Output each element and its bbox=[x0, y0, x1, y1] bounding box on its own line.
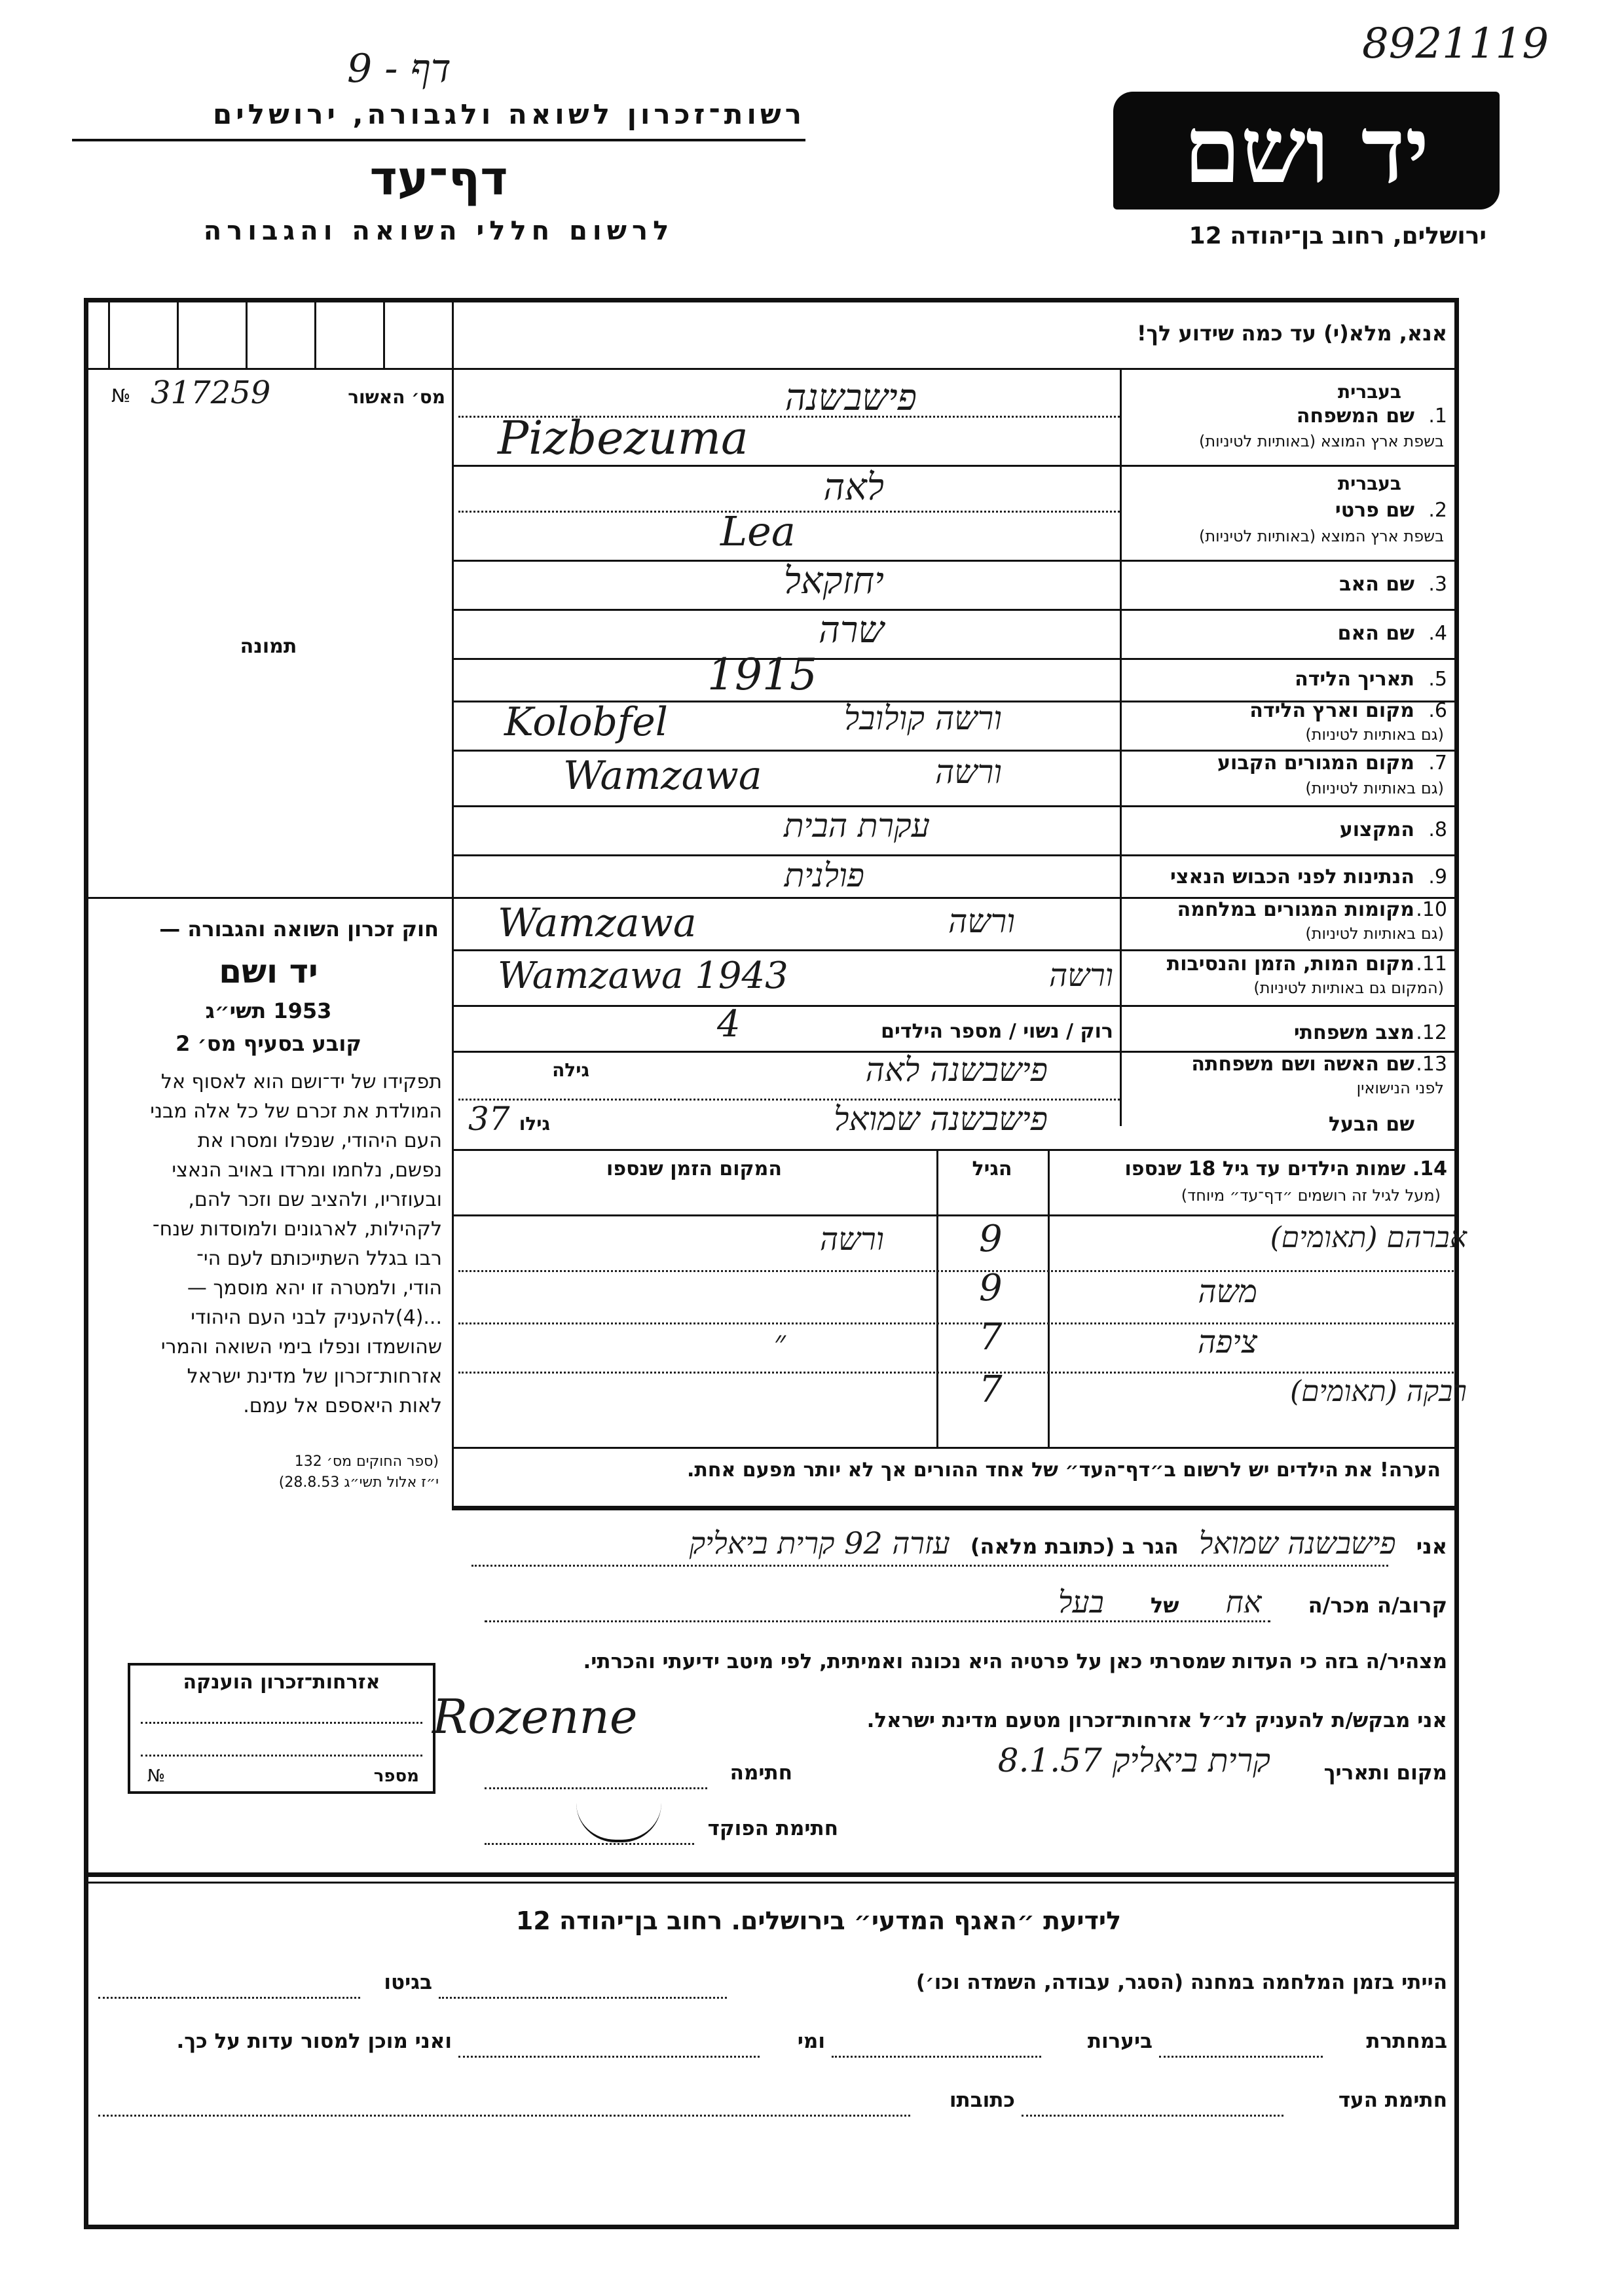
authority-name: רשות־זכרון לשואה ולגבורה, ירושלים bbox=[212, 98, 805, 130]
relation-label: קרוב/ה מכר/ה bbox=[1308, 1593, 1447, 1618]
field-6-value-hebrew[interactable]: ורשה קולובל bbox=[843, 699, 1002, 737]
declarant-address[interactable]: עזרה 92 קרית ביאליק bbox=[689, 1525, 950, 1561]
corner-number: 8921119 bbox=[1362, 20, 1549, 68]
child-row-divider bbox=[458, 1372, 1454, 1374]
relation-value[interactable]: אח bbox=[1225, 1584, 1262, 1620]
declaration-prefix: אני bbox=[1416, 1534, 1447, 1559]
field-10-value-latin[interactable]: Wamzawa bbox=[498, 900, 697, 946]
husband-label: שם הבעל bbox=[1328, 1113, 1414, 1136]
bottom-divider bbox=[88, 1872, 1454, 1877]
law-line: אזרחות־זכרון של מדינת ישראל bbox=[187, 1365, 442, 1388]
officer-underline bbox=[485, 1843, 694, 1845]
citizenship-number-label: מספר bbox=[373, 1766, 419, 1786]
field-4-value[interactable]: שרה bbox=[819, 609, 884, 651]
husband-age-label: גילו bbox=[519, 1113, 550, 1135]
field-8-number: 8. bbox=[1428, 818, 1447, 841]
row-divider bbox=[452, 1005, 1454, 1007]
field-11-value-latin[interactable]: Wamzawa 1943 bbox=[498, 955, 788, 997]
children-col-divider bbox=[936, 1149, 938, 1447]
spouse-age-label: גילה bbox=[552, 1059, 589, 1081]
field-6-label: מקום וארץ הלידה bbox=[1249, 699, 1414, 722]
testimony-line1-field-end[interactable] bbox=[98, 1997, 360, 1999]
field-5-value[interactable]: 1915 bbox=[707, 649, 817, 700]
declaration-line1-underline bbox=[471, 1565, 1388, 1567]
children-col-place: המקום הזמן שנספו bbox=[606, 1157, 782, 1180]
field-8-value[interactable]: עקרת הבית bbox=[784, 807, 930, 845]
header-cell-divider bbox=[246, 302, 248, 368]
photo-area-bottom bbox=[88, 897, 452, 899]
field-12-label: מצב משפחתי bbox=[1293, 1021, 1414, 1044]
citizenship-line bbox=[141, 1722, 422, 1724]
field-13-sub: לפני הנישואין bbox=[1356, 1079, 1444, 1097]
place-date-value[interactable]: קרית ביאליק 8.1.57 bbox=[997, 1741, 1270, 1779]
section-divider bbox=[452, 1506, 1454, 1510]
testimony-ready: ואני מוכן למסור עדות על כך. bbox=[176, 2030, 452, 2053]
law-footnote: (ספר החוקים מס׳ 132 bbox=[294, 1453, 439, 1470]
header-cell-divider bbox=[314, 302, 316, 368]
child-name[interactable]: משה bbox=[1198, 1273, 1257, 1310]
field-7-value-latin[interactable]: Wamzawa bbox=[563, 753, 762, 799]
testimony-and-who: ומי bbox=[797, 2030, 825, 2053]
law-clause: קובע בסעיף מס׳ 2 bbox=[175, 1031, 361, 1056]
testimony-line1: הייתי בזמן המלחמה במחנה (הסגר, עבודה, השמדה וכו׳) bbox=[915, 1971, 1447, 1994]
law-title: חוק זכרון השואה והגבורה — bbox=[159, 917, 439, 941]
children-title bbox=[1054, 1157, 1447, 1180]
law-line: שהושמדו ונפלו בימי השואה והמרי bbox=[160, 1336, 442, 1358]
row-divider bbox=[452, 949, 1454, 951]
field-5-number: 5. bbox=[1428, 668, 1447, 691]
child-name[interactable]: רבקה (תאומים) bbox=[1289, 1375, 1467, 1408]
field-11-number: 11. bbox=[1416, 953, 1447, 975]
header-cell-divider bbox=[383, 302, 385, 368]
forests-field[interactable] bbox=[832, 2056, 1041, 2058]
field-10-sub: (גם באותיות לטיניות) bbox=[1305, 924, 1444, 943]
field-1-label: שם המשפחה bbox=[1296, 405, 1414, 428]
law-line: הודי, ולמטרה זו יהא מוסמך — bbox=[187, 1277, 442, 1300]
husband-age[interactable]: 37 bbox=[468, 1100, 510, 1138]
field-4-number: 4. bbox=[1428, 622, 1447, 645]
child-age[interactable]: 7 bbox=[979, 1368, 1003, 1411]
signature-underline bbox=[485, 1787, 707, 1789]
field-4-label: שם האם bbox=[1337, 622, 1414, 645]
field-12-number: 12. bbox=[1416, 1021, 1447, 1044]
law-line: המולדת את זכרם של כל אלה מבני bbox=[150, 1100, 442, 1123]
instruction-text: אנא, מלא(י) עד כמה שידוע לך! bbox=[1136, 321, 1447, 346]
field-11-sub: (המקום גם באותיות לטיניות) bbox=[1253, 979, 1444, 997]
yad-vashem-logo: יד ושם bbox=[1113, 92, 1500, 210]
header-cell-divider bbox=[177, 302, 179, 368]
law-line: לאות היאספם אל עמם. bbox=[243, 1394, 442, 1417]
form-title: דף־עד bbox=[369, 151, 508, 206]
form-subtitle: לרשום חללי השואה והגבורה bbox=[203, 216, 674, 246]
law-year: 1953 תשי״ג bbox=[205, 998, 332, 1023]
approval-number: 317259 bbox=[151, 374, 271, 411]
child-row-divider bbox=[458, 1270, 1454, 1272]
law-line: ...(4)להעניק לבני העם היהודי bbox=[191, 1306, 442, 1329]
photo-label: תמונה bbox=[240, 635, 297, 658]
field-9-value[interactable]: פולנית bbox=[784, 856, 864, 894]
testimony-line1-field[interactable] bbox=[439, 1997, 727, 1999]
children-table-bottom bbox=[452, 1447, 1454, 1449]
citizenship-number-prefix: № bbox=[147, 1766, 166, 1786]
children-note: (מעל לגיל זה רושמים ״דף־עד״ מיוחד) bbox=[1181, 1186, 1441, 1205]
husband-value[interactable]: פישבשנה שמואל bbox=[834, 1100, 1048, 1138]
declaration-statement: מצהיר/ה בזה כי העדות שמסרתי כאן על פרטיה היא נכונה ואמיתית, לפי מיטב ידיעתי והכרתי. bbox=[583, 1650, 1447, 1673]
field-7-number: 7. bbox=[1428, 752, 1447, 774]
children-count[interactable]: 4 bbox=[717, 1003, 741, 1046]
children-title-text: שמות הילדים עד גיל 18 שנספו bbox=[1124, 1157, 1406, 1180]
field-10-label: מקומות המגורים במלחמה bbox=[1177, 898, 1414, 921]
header-strip-bottom bbox=[88, 368, 1454, 370]
field-1-sub: בשפת ארץ המוצא (באותיות לטיניות) bbox=[1199, 432, 1444, 450]
witness-signature-field[interactable] bbox=[1022, 2115, 1283, 2117]
law-line: העם היהודי, שנפלו ומסרו את bbox=[197, 1129, 442, 1152]
witness-signature-label: חתימת העד bbox=[1338, 2088, 1447, 2112]
child-age[interactable]: 9 bbox=[979, 1218, 1003, 1260]
testimony-underground: במחתרת bbox=[1366, 2030, 1447, 2053]
address: ירושלים, רחוב בן־יהודה 12 bbox=[1189, 223, 1486, 249]
declarant-signature-mark[interactable]: Rozenne bbox=[432, 1689, 638, 1744]
underground-field[interactable] bbox=[1159, 2056, 1323, 2058]
field-5-label: תאריך הלידה bbox=[1295, 668, 1414, 691]
child-place[interactable]: ורשה bbox=[820, 1221, 884, 1258]
child-name[interactable]: ציפה bbox=[1197, 1324, 1257, 1360]
sidebar-divider bbox=[452, 302, 454, 1506]
law-line: ובעוזריו, ולהציב שם וזכר להם, bbox=[188, 1188, 442, 1211]
witness-address-field[interactable] bbox=[98, 2115, 910, 2117]
field-7-sub: (גם באותיות לטיניות) bbox=[1305, 779, 1444, 797]
field-2-label: שם פרטי bbox=[1335, 499, 1414, 522]
field-7-value-hebrew[interactable]: ורשה bbox=[934, 753, 1002, 791]
children-col-divider bbox=[1048, 1149, 1050, 1447]
field-10-value-hebrew[interactable]: ורשה bbox=[948, 902, 1015, 940]
child-place[interactable]: ״ bbox=[773, 1324, 786, 1360]
place-date-label: מקום ותאריך bbox=[1323, 1761, 1447, 1785]
field-2-number: 2. bbox=[1428, 499, 1447, 522]
spouse-value[interactable]: פישבשנה לאה bbox=[865, 1051, 1048, 1089]
row-divider bbox=[452, 658, 1454, 660]
field-2-hebrew-note: בעברית bbox=[1337, 473, 1401, 494]
law-line: רבו בגלל השתייכותם לעם הי־ bbox=[196, 1247, 442, 1270]
field-1-value-latin[interactable]: Pizbezuma bbox=[498, 411, 748, 465]
authority-underline bbox=[72, 139, 805, 141]
label-column-divider bbox=[1120, 368, 1122, 1126]
field-6-number: 6. bbox=[1428, 699, 1447, 722]
testimony-forests: ביערות bbox=[1087, 2030, 1153, 2053]
field-3-number: 3. bbox=[1428, 573, 1447, 596]
field-2-sub: בשפת ארץ המוצא (באותיות לטיניות) bbox=[1199, 527, 1444, 545]
field-9-number: 9. bbox=[1428, 866, 1447, 888]
child-age[interactable]: 7 bbox=[979, 1316, 1003, 1358]
field-3-value[interactable]: יחזקאל bbox=[783, 560, 884, 602]
children-remark: הערה! את הילדים יש לרשום ב״דף־העד״ של אחד ההורים אך לא יותר מפעם אחת. bbox=[687, 1459, 1441, 1482]
children-col-age: הגיל bbox=[972, 1157, 1012, 1180]
child-age[interactable]: 9 bbox=[979, 1267, 1003, 1309]
field-3-label: שם האב bbox=[1339, 573, 1414, 596]
approval-prefix: № bbox=[111, 385, 131, 407]
signature-label: חתימה bbox=[729, 1761, 792, 1785]
field-11-value-hebrew[interactable]: ורשה bbox=[1049, 957, 1113, 994]
marital-options: רוק / נשוי / מספר הילדים bbox=[881, 1020, 1113, 1043]
field-6-value-latin[interactable]: Kolobfel bbox=[504, 699, 668, 745]
row-divider bbox=[452, 1149, 1454, 1151]
row-divider bbox=[452, 854, 1454, 856]
header-cell-divider bbox=[108, 302, 110, 368]
child-name[interactable]: אברהם (תאומים) bbox=[1270, 1221, 1467, 1254]
children-header-bottom bbox=[452, 1214, 1454, 1216]
officer-label: חתימת הפוקד bbox=[707, 1817, 838, 1840]
approval-label: מס׳ האשור bbox=[348, 386, 445, 408]
field-10-number: 10. bbox=[1416, 898, 1447, 921]
field-2-value-latin[interactable]: Lea bbox=[720, 507, 796, 555]
scientific-dept-notice: לידיעת ״האגף המדעי״ בירושלים. רחוב בן־יהודה 12 bbox=[515, 1906, 1122, 1935]
law-footnote: י״ז אלול תשי״ג 28.8.53) bbox=[278, 1474, 439, 1491]
field-2-value-hebrew[interactable]: לאה bbox=[823, 466, 884, 509]
field-6-sub: (גם באותיות לטיניות) bbox=[1305, 725, 1444, 744]
field-1-number: 1. bbox=[1428, 405, 1447, 428]
field-1-value-hebrew[interactable]: פישבשנה bbox=[784, 376, 917, 419]
row-divider bbox=[452, 805, 1454, 807]
law-line: תפקידו של יד־ושם הוא לאסוף אל bbox=[160, 1070, 442, 1093]
declaration-request: אני מבקש/ת להעניק לנ״ל אזרחות־זכרון מטעם מדינת ישראל. bbox=[866, 1709, 1447, 1732]
declaration-line1 bbox=[471, 1525, 1447, 1561]
declaration-address-label: הגר ב (כתובת מלאה) bbox=[970, 1534, 1179, 1559]
field-9-label: הנתינות לפני הכבוש הנאצי bbox=[1170, 866, 1414, 888]
page-reference: דף - 9 bbox=[347, 46, 451, 92]
field-13-label: שם האשה ושם משפחתה bbox=[1191, 1053, 1414, 1076]
law-line: נפשם, נלחמו ומרדו באויב הנאצי bbox=[172, 1159, 442, 1182]
relation-whom[interactable]: בעל bbox=[1058, 1584, 1104, 1620]
declaration-line2 bbox=[655, 1584, 1447, 1620]
field-7-label: מקום המגורים הקבוע bbox=[1217, 752, 1414, 774]
law-name: יד ושם bbox=[219, 953, 318, 991]
field-1-hebrew-note: בעברית bbox=[1337, 381, 1401, 403]
bottom-divider-thin bbox=[88, 1882, 1454, 1884]
declaration-line2-underline bbox=[485, 1620, 1270, 1622]
child-row-divider bbox=[458, 1322, 1454, 1324]
field-8-label: המקצוע bbox=[1339, 818, 1414, 841]
witness-address-label: כתובתו bbox=[949, 2088, 1015, 2112]
field-13-number: 13. bbox=[1416, 1053, 1447, 1076]
children-number: 14. bbox=[1412, 1157, 1447, 1180]
law-line: לקהילות, לארגונים ולמוסדות שנח־ bbox=[152, 1218, 442, 1241]
testimony-line1-end: בגיטו bbox=[384, 1971, 432, 1994]
citizenship-title: אזרחות־זכרון הוענקה bbox=[183, 1671, 380, 1694]
field-11-label: מקום המות, הזמן והנסיבות bbox=[1166, 953, 1414, 975]
relation-of-label: של bbox=[1150, 1593, 1179, 1618]
who-field[interactable] bbox=[458, 2056, 760, 2058]
declarant-name[interactable]: פישבשנה שמואל bbox=[1198, 1525, 1396, 1561]
citizenship-line bbox=[141, 1755, 422, 1757]
law-body bbox=[95, 1067, 442, 1421]
